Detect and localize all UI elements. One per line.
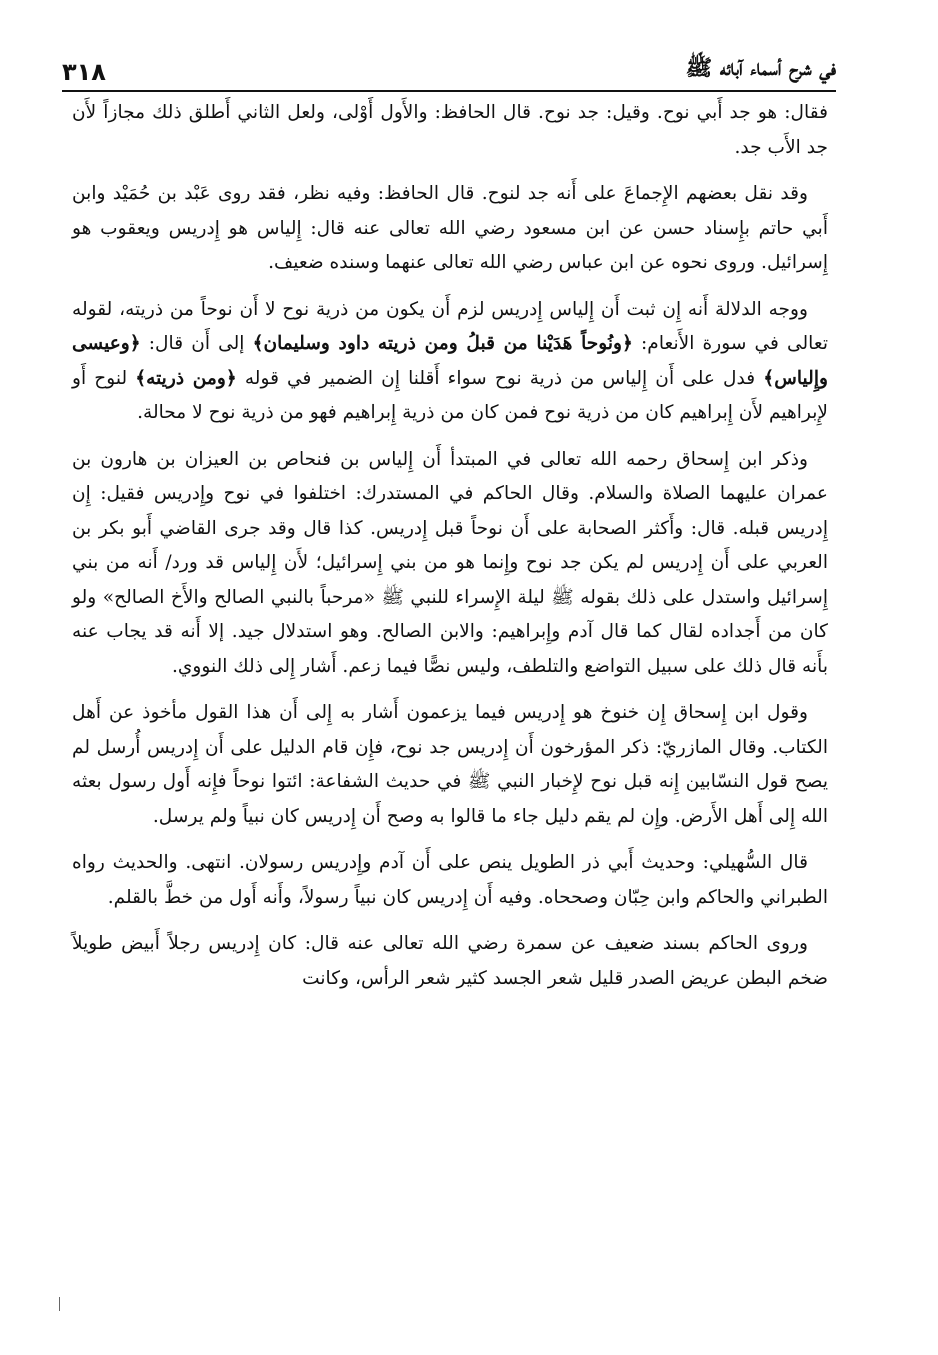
paragraph: وروى الحاكم بسند ضعيف عن سمرة رضي الله تعالى عنه قال: كان إِدريس رجلاً أَبيض طويلاً ضخم البطن عريض الصدر قليل شعر الجسد كثير شعر الرأس، وكانت [72, 933, 828, 989]
running-title: في شرح أسماء آبائه ﷺ [685, 55, 836, 81]
page-header [62, 38, 836, 92]
paragraph: فقال: هو جد أَبي نوح. وقيل: جد نوح. قال الحافظ: والأَول أَوْلى، ولعل الثاني أَطلق ذلك مجازاً لأَن جد الأَب جد. [72, 102, 828, 158]
paragraph-text: لنوح أَو لإِبراهيم لأَن إِبراهيم كان من ذرية نوح فمن كان من ذرية إِبراهيم فهو من ذرية نوح لا محالة. [72, 367, 828, 423]
quran-verse: ﴿وعيسى وإِلياس﴾ [72, 333, 828, 389]
paragraph: قال السُّهيلي: وحديث أَبي ذر الطويل ينص على أَن آدم وإِدريس رسولان. انتهى. والحديث رواه الطبراني والحاكم وابن حِبّان وصححاه. وفيه أَن إِدريس كان نبياً رسولاً، وأَنه أَول من خطَّ بالقلم. [72, 852, 828, 908]
paragraph-with-verses [72, 293, 828, 431]
page-body [72, 96, 828, 1008]
page-number: ٣١٨ [62, 58, 106, 86]
quran-verse: ﴿ونُوحاً هَدَيْنا من قبلُ ومن ذريته داود وسليمان﴾ [252, 333, 633, 354]
paragraph: وقد نقل بعضهم الإِجماعَ على أَنه جد لنوح. قال الحافظ: وفيه نظر، فقد روى عَبْد بن حُمَيْد وابن أَبي حاتم بإِسناد حسن عن ابن مسعود رضي الله تعالى عنه قال: إِلياس هو إِدريس ويعقوب هو إِسرائيل. وروى نحوه عن ابن عباس رضي الله تعالى عنهما وسنده ضعيف. [72, 183, 828, 273]
paragraph: وذكر ابن إِسحاق رحمه الله تعالى في المبتدأ أَن إِلياس بن فنحاص بن العيزان بن هارون بن عمران عليهما الصلاة والسلام. وقال الحاكم في المستدرك: اختلفوا في نوح وإِدريس فقيل: إِن إِدريس قبله. قال: وأَكثر الصحابة على أَن نوحاً قبل إِدريس. كذا قال وقد جرى القاضي أَبو بكر بن العربي على أَن إِدريس لم يكن جد نوح وإِنما هو من بني إِسرائيل؛ لأَن إِلياس قد ورد/ أَنه من بني إِسرائيل واستدل على ذلك بقوله ﷺ ليلة الإِسراء للنبي ﷺ «مرحباً بالنبي الصالح والأَخ الصالح» ولو كان من أَجداده لقال كما قال آدم وإِبراهيم: والابن الصالح. وهو استدلال جيد. إلا أَنه قد يجاب عنه بأَنه قال ذلك على سبيل التواضع والتلطف، وليس نصًّا فيما زعم. أَشار إِلى ذلك النووي. [72, 448, 828, 677]
paragraph-text: فدل على أَن إِلياس من ذرية نوح سواء أَقلنا إِن الضمير في قوله [236, 367, 764, 389]
paragraph: وقول ابن إِسحاق إِن خنوخ هو إِدريس فيما يزعمون أَشار به إِلى أَن هذا القول مأخوذ عن أَهل الكتاب. وقال المازريّ: ذكر المؤرخون أَن إِدريس جد نوح، فإِن قام الدليل على أَن إِدريس أُرسل لم يصح قول النسّابين إِنه قبل نوح لإِخبار النبي ﷺ في حديث الشفاعة: ائتوا نوحاً فإِنه أَول رسول بعثه الله إِلى أَهل الأَرض. وإِن لم يقم دليل جاء ما قالوا به وصح أَن إِدريس كان نبياً ولم يرسل. [72, 702, 828, 827]
paragraph-text: إلى أَن قال: [140, 333, 253, 354]
margin-mark [59, 1297, 60, 1311]
paragraph-text: ووجه الدلالة أَنه إِن ثبت أَن إِلياس إِدريس لزم أَن يكون من ذرية نوح لا أَن نوحاً من ذريته، لقوله تعالى في سورة الأَنعام: [72, 298, 828, 354]
quran-verse: ﴿ومن ذريته﴾ [135, 367, 237, 389]
